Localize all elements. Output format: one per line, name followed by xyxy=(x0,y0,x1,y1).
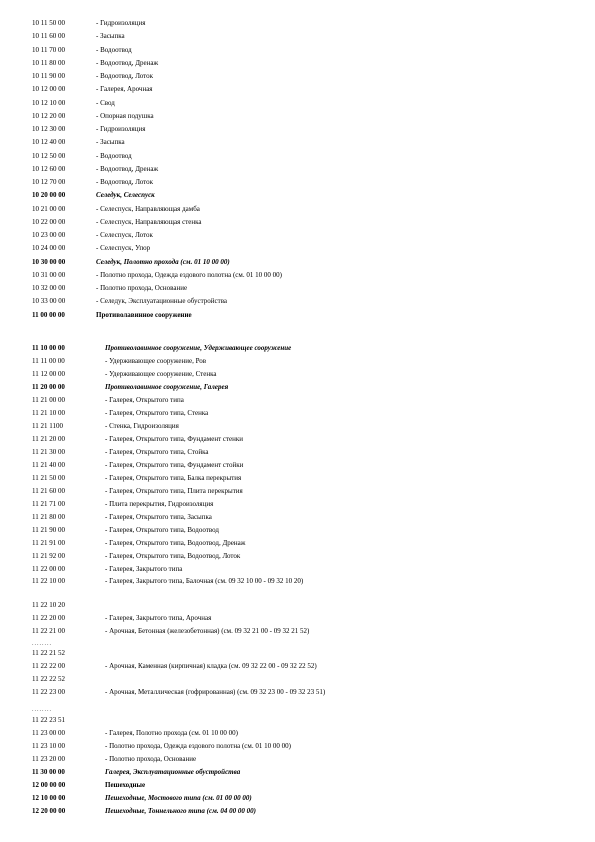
row-description: - Полотно прохода, Одежда ездового полотна (см. 01 10 00 00) xyxy=(96,270,282,279)
row-code: 11 22 00 00 xyxy=(32,565,65,573)
row-code: 11 10 00 00 xyxy=(32,344,65,352)
row-description: - Удерживающее сооружение, Стенка xyxy=(105,370,217,378)
row-description: Пешеходные, Тоннельного типа (см. 04 00 00 00) xyxy=(105,807,256,815)
row-description: - Галерея, Открытого типа, Стойка xyxy=(105,448,209,456)
row-description: - Засыпка xyxy=(96,138,125,147)
row-description: - Галерея, Открытого типа, Плита перекрытия xyxy=(105,487,243,495)
row-description: - Водоотвод xyxy=(96,151,132,160)
row-code: 12 10 00 00 xyxy=(32,794,66,802)
row-description: - Селеспуск, Упор xyxy=(96,244,151,253)
row-code: 11 22 21 52 xyxy=(32,649,65,657)
row-code: 11 23 10 00 xyxy=(32,742,65,750)
row-code: 10 30 00 00 xyxy=(32,257,66,266)
row-description: - Удерживающее сооружение, Ров xyxy=(105,357,207,365)
row-description: - Галерея, Закрытого типа, Балочная (см. 09 32 10 00 - 09 32 10 20) xyxy=(105,577,304,585)
row-code: 10 21 00 00 xyxy=(32,204,66,213)
row-description: Противолавинное сооружение, Удерживающее сооружение xyxy=(105,344,292,352)
row-code: 11 22 21 00 xyxy=(32,627,65,635)
row-description: - Галерея, Открытого типа, Водоотвод, Дренаж xyxy=(105,539,246,547)
row-description: - Галерея, Открытого типа, Фундамент стойки xyxy=(105,461,244,469)
row-code: 11 21 92 00 xyxy=(32,552,65,560)
row-description: - Гидроизоляция xyxy=(96,125,146,133)
row-description: - Водоотвод, Лоток xyxy=(96,72,154,80)
row-code: 11 22 20 00 xyxy=(32,614,65,622)
row-code: 11 21 1100 xyxy=(32,422,63,430)
row-code: 11 21 20 00 xyxy=(32,435,65,443)
row-description: - Галерея, Закрытого типа, Арочная xyxy=(105,614,212,622)
row-description: - Галерея, Арочная xyxy=(96,85,153,94)
row-description: - Галерея, Открытого типа, Стенка xyxy=(105,409,209,417)
row-code: 11 23 20 00 xyxy=(32,755,65,763)
row-code: 11 22 23 51 xyxy=(32,716,65,724)
row-description: - Опорная подушка xyxy=(96,111,154,120)
row-code: 10 12 00 00 xyxy=(32,85,66,94)
row-code: 10 12 20 00 xyxy=(32,111,66,120)
row-code: 10 12 70 00 xyxy=(32,178,66,186)
row-description: - Полотно прохода, Одежда ездового полотна (см. 01 10 00 00) xyxy=(105,742,291,750)
row-description: - Арочная, Бетонная (железобетонная) (см. 09 32 21 00 - 09 32 21 52) xyxy=(105,627,310,635)
row-code: 11 20 00 00 xyxy=(32,383,65,391)
row-code: 11 21 91 00 xyxy=(32,539,65,547)
row-description: Пешеходные, Мостового типа (см. 01 00 00 00) xyxy=(105,794,252,802)
row-code: 11 21 90 00 xyxy=(32,526,65,534)
row-code: 11 22 22 52 xyxy=(32,675,65,683)
row-code: 11 22 23 00 xyxy=(32,688,65,696)
row-code: 10 12 10 00 xyxy=(32,98,66,107)
row-code: 11 21 40 00 xyxy=(32,461,65,469)
row-description: - Галерея, Открытого типа, Балка перекрытия xyxy=(105,474,242,482)
row-code: 10 12 60 00 xyxy=(32,164,66,173)
row-description: Пешеходные xyxy=(105,781,146,789)
row-description: Противолавинное сооружение, Галерея xyxy=(105,383,229,391)
range-dots: ........ xyxy=(32,641,52,647)
row-description: Галерея, Эксплуатационные обустройства xyxy=(105,768,241,776)
row-description: - Селедук, Эксплуатационные обустройства xyxy=(96,297,228,306)
row-description: - Арочная, Металлическая (гофрированная) (см. 09 32 23 00 - 09 32 23 51) xyxy=(105,688,326,696)
row-description: - Галерея, Полотно прохода (см. 01 10 00 00) xyxy=(105,729,238,737)
row-code: 11 22 10 20 xyxy=(32,601,65,609)
row-description: - Полотно прохода, Основание xyxy=(96,284,188,292)
row-description: - Галерея, Открытого типа, Водоотвод xyxy=(105,526,219,534)
row-description: - Галерея, Открытого типа, Фундамент стенки xyxy=(105,435,244,443)
row-code: 11 12 00 00 xyxy=(32,370,65,378)
row-description: - Плита перекрытия, Гидроизоляция xyxy=(105,500,214,508)
row-code: 10 11 60 00 xyxy=(32,32,65,41)
row-code: 10 20 00 00 xyxy=(32,191,66,200)
row-description: - Селеспуск, Лоток xyxy=(96,231,153,239)
row-code: 11 22 10 00 xyxy=(32,577,65,585)
row-code: 10 11 70 00 xyxy=(32,45,65,54)
row-code: 10 32 00 00 xyxy=(32,284,66,292)
row-code: 11 21 71 00 xyxy=(32,500,65,508)
row-code: 11 21 10 00 xyxy=(32,409,65,417)
row-code: 11 21 00 00 xyxy=(32,396,65,404)
row-code: 11 21 50 00 xyxy=(32,474,65,482)
row-code: 10 22 00 00 xyxy=(32,217,66,226)
row-code: 10 11 80 00 xyxy=(32,58,65,67)
row-code: 11 21 80 00 xyxy=(32,513,65,521)
row-code: 10 12 40 00 xyxy=(32,138,66,147)
row-description: - Стенка, Гидроизоляция xyxy=(105,422,179,430)
row-code: 12 00 00 00 xyxy=(32,781,66,789)
row-code: 11 11 00 00 xyxy=(32,357,65,365)
row-code: 10 11 50 00 xyxy=(32,19,65,27)
row-description: Селедук, Полотно прохода (см. 01 10 00 00) xyxy=(96,257,230,266)
row-description: - Водоотвод, Дренаж xyxy=(96,164,159,173)
row-code: 10 31 00 00 xyxy=(32,270,66,279)
row-description: - Галерея, Закрытого типа xyxy=(105,565,183,573)
row-code: 10 11 90 00 xyxy=(32,72,65,80)
row-code: 11 23 00 00 xyxy=(32,729,65,737)
row-code: 11 22 22 00 xyxy=(32,662,65,670)
row-code: 11 21 60 00 xyxy=(32,487,65,495)
row-description: - Гидроизоляция xyxy=(96,19,146,27)
row-code: 11 00 00 00 xyxy=(32,310,65,319)
row-code: 11 30 00 00 xyxy=(32,768,65,776)
row-description: - Водоотвод xyxy=(96,45,132,54)
row-description: - Селеспуск, Направляющая дамба xyxy=(96,204,200,213)
range-dots: ........ xyxy=(32,707,52,713)
row-description: Селедук, Селеспуск xyxy=(96,191,155,200)
row-code: 10 33 00 00 xyxy=(32,297,66,306)
row-code: 10 12 50 00 xyxy=(32,151,66,160)
row-code: 12 20 00 00 xyxy=(32,807,66,815)
row-description: - Полотно прохода, Основание xyxy=(105,755,197,763)
row-description: - Засыпка xyxy=(96,32,125,41)
row-code: 10 24 00 00 xyxy=(32,244,66,253)
row-description: - Водоотвод, Лоток xyxy=(96,178,154,186)
row-description: Противолавинное сооружение xyxy=(96,310,192,319)
row-description: - Селеспуск, Направляющая стенка xyxy=(96,217,202,226)
row-description: - Арочная, Каменная (кирпичная) кладка (см. 09 32 22 00 - 09 32 22 52) xyxy=(105,662,317,670)
row-code: 10 12 30 00 xyxy=(32,125,66,133)
row-code: 10 23 00 00 xyxy=(32,231,66,239)
row-description: - Свод xyxy=(96,98,115,107)
row-description: - Галерея, Открытого типа xyxy=(105,396,184,404)
row-description: - Галерея, Открытого типа, Засыпка xyxy=(105,513,212,521)
row-code: 11 21 30 00 xyxy=(32,448,65,456)
row-description: - Галерея, Открытого типа, Водоотвод, Лоток xyxy=(105,552,241,560)
row-description: - Водоотвод, Дренаж xyxy=(96,58,159,67)
